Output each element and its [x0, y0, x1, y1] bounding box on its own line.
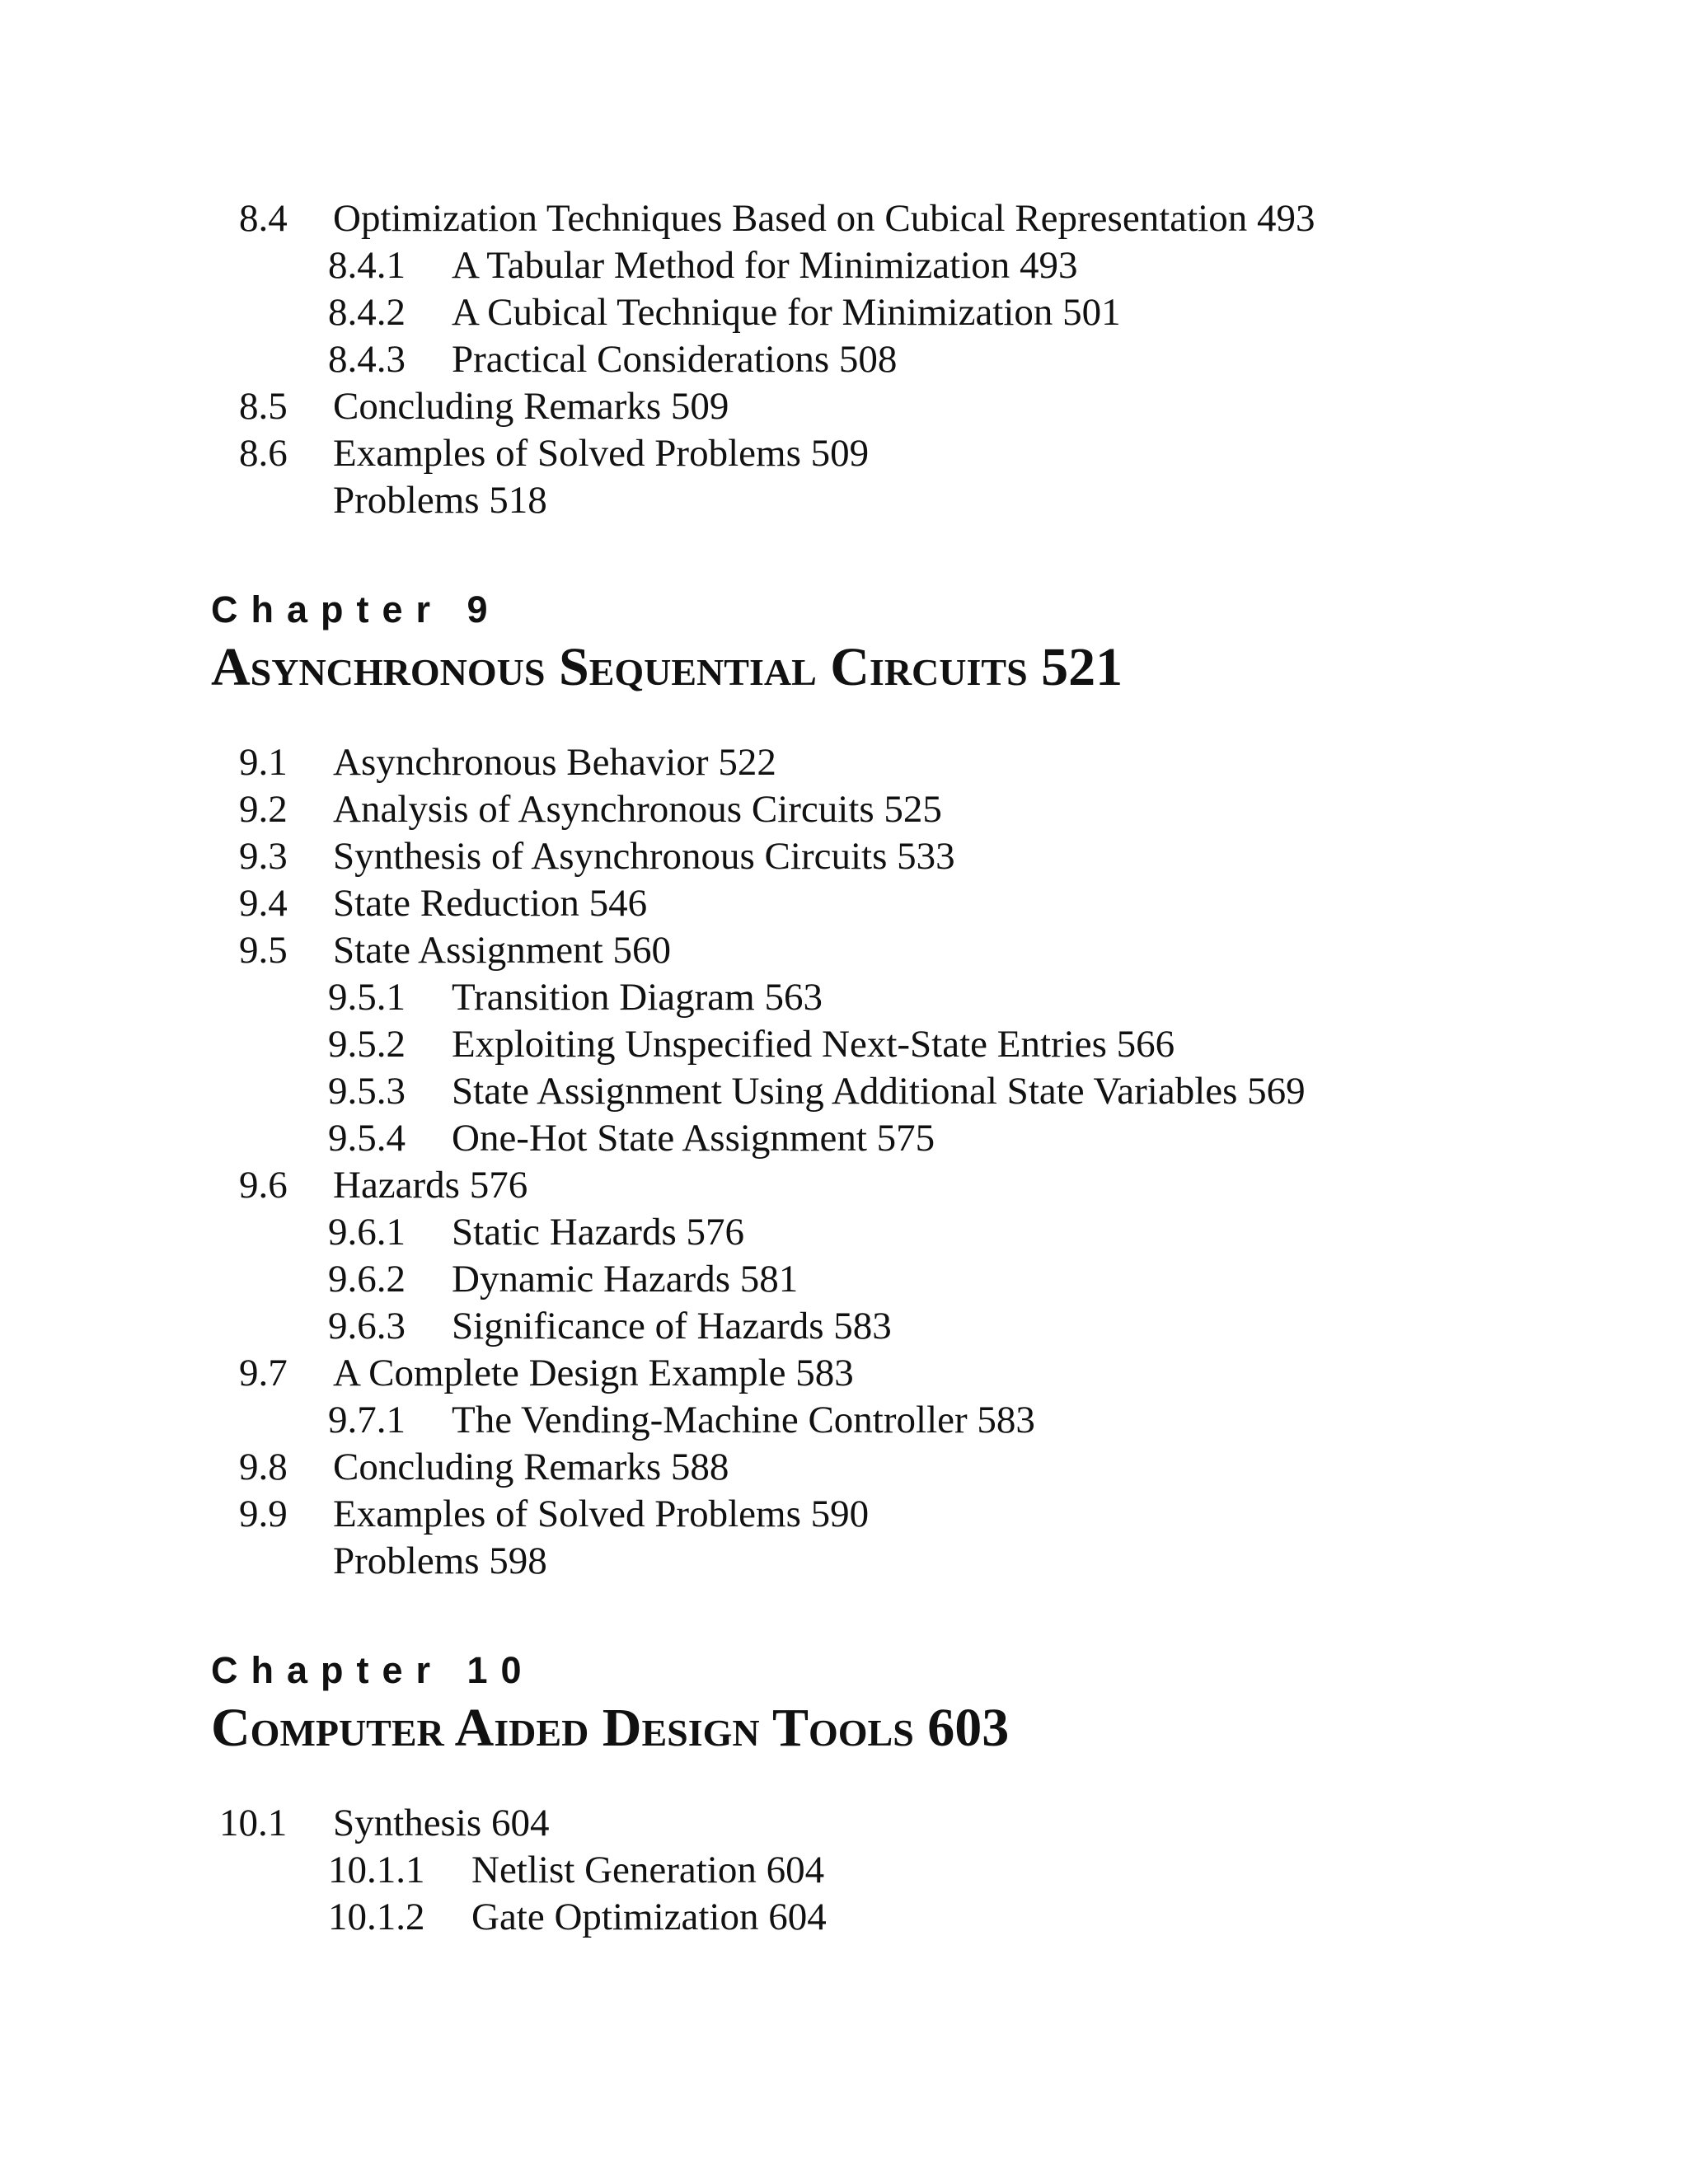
toc-entry-number: 9.6.1: [328, 1211, 406, 1254]
toc-entry-number: 9.5.3: [328, 1070, 406, 1113]
toc-entry-number: 9.1: [239, 741, 288, 784]
toc-entry-title: Examples of Solved Problems 509: [333, 432, 870, 475]
toc-entry-title: State Assignment 560: [333, 929, 671, 972]
toc-entry-title: Optimization Techniques Based on Cubical Representation 493: [333, 197, 1315, 240]
toc-entry-number: 9.6.2: [328, 1258, 406, 1301]
toc-entry-number: 9.6.3: [328, 1305, 406, 1347]
toc-entry-number: 9.4: [239, 882, 288, 925]
toc-entry-number: 9.5.4: [328, 1117, 406, 1160]
toc-entry-title: A Tabular Method for Minimization 493: [452, 244, 1078, 287]
toc-entry-title: Exploiting Unspecified Next-State Entries 566: [452, 1023, 1175, 1066]
toc-entry-number: 9.5.2: [328, 1023, 406, 1066]
toc-entry-number: 9.9: [239, 1493, 288, 1535]
toc-entry-title: Static Hazards 576: [452, 1211, 745, 1254]
toc-entry-title: Dynamic Hazards 581: [452, 1258, 799, 1301]
toc-entry-title: Hazards 576: [333, 1164, 528, 1207]
chapter-title[interactable]: Computer Aided Design Tools 603: [211, 1698, 1010, 1758]
chapter-label: Chapter 9: [211, 588, 501, 630]
toc-entry-title: A Complete Design Example 583: [333, 1352, 854, 1394]
toc-entry-number: 8.4.3: [328, 338, 406, 381]
toc-entry-title: Netlist Generation 604: [471, 1849, 825, 1891]
toc-entry-title: Practical Considerations 508: [452, 338, 898, 381]
toc-entry-title: Transition Diagram 563: [452, 976, 823, 1019]
toc-entry-number: 8.5: [239, 385, 288, 428]
toc-entry-title: State Assignment Using Additional State Variables 569: [452, 1070, 1306, 1113]
toc-entry-title: Concluding Remarks 588: [333, 1446, 729, 1488]
toc-entry-number: 8.4: [239, 197, 288, 240]
toc-entry-number: 9.7.1: [328, 1399, 406, 1441]
toc-entry-number: 9.8: [239, 1446, 288, 1488]
toc-entry-title: State Reduction 546: [333, 882, 648, 925]
chapter-label: Chapter 10: [211, 1649, 535, 1691]
chapter-title[interactable]: Asynchronous Sequential Circuits 521: [211, 637, 1123, 697]
toc-entry-number: 9.5.1: [328, 976, 406, 1019]
toc-entry-title: A Cubical Technique for Minimization 501: [452, 291, 1121, 334]
toc-entry-number: 10.1.1: [328, 1849, 425, 1891]
toc-entry-title: Synthesis of Asynchronous Circuits 533: [333, 835, 955, 878]
toc-entry-title: Synthesis 604: [333, 1802, 550, 1844]
toc-entry-title: Gate Optimization 604: [471, 1896, 827, 1938]
toc-entry-number: 9.7: [239, 1352, 288, 1394]
toc-entry-title: Problems 518: [333, 479, 547, 522]
toc-entry-title: The Vending-Machine Controller 583: [452, 1399, 1035, 1441]
toc-entry-number: 9.6: [239, 1164, 288, 1207]
toc-entry-title: Analysis of Asynchronous Circuits 525: [333, 788, 942, 831]
toc-entry-number: 9.3: [239, 835, 288, 878]
toc-entry-title: One-Hot State Assignment 575: [452, 1117, 935, 1160]
toc-entry-title: Concluding Remarks 509: [333, 385, 729, 428]
toc-entry-number: 9.2: [239, 788, 288, 831]
toc-entry-number: 8.4.1: [328, 244, 406, 287]
toc-entry-number: 8.4.2: [328, 291, 406, 334]
toc-entry-title: Examples of Solved Problems 590: [333, 1493, 870, 1535]
toc-entry-number: 10.1: [219, 1802, 288, 1844]
toc-entry-number: 10.1.2: [328, 1896, 425, 1938]
toc-entry-number: 8.6: [239, 432, 288, 475]
toc-entry-title: Problems 598: [333, 1540, 547, 1582]
toc-entry-number: 9.5: [239, 929, 288, 972]
toc-entry-title: Significance of Hazards 583: [452, 1305, 892, 1347]
toc-entry-title: Asynchronous Behavior 522: [333, 741, 776, 784]
